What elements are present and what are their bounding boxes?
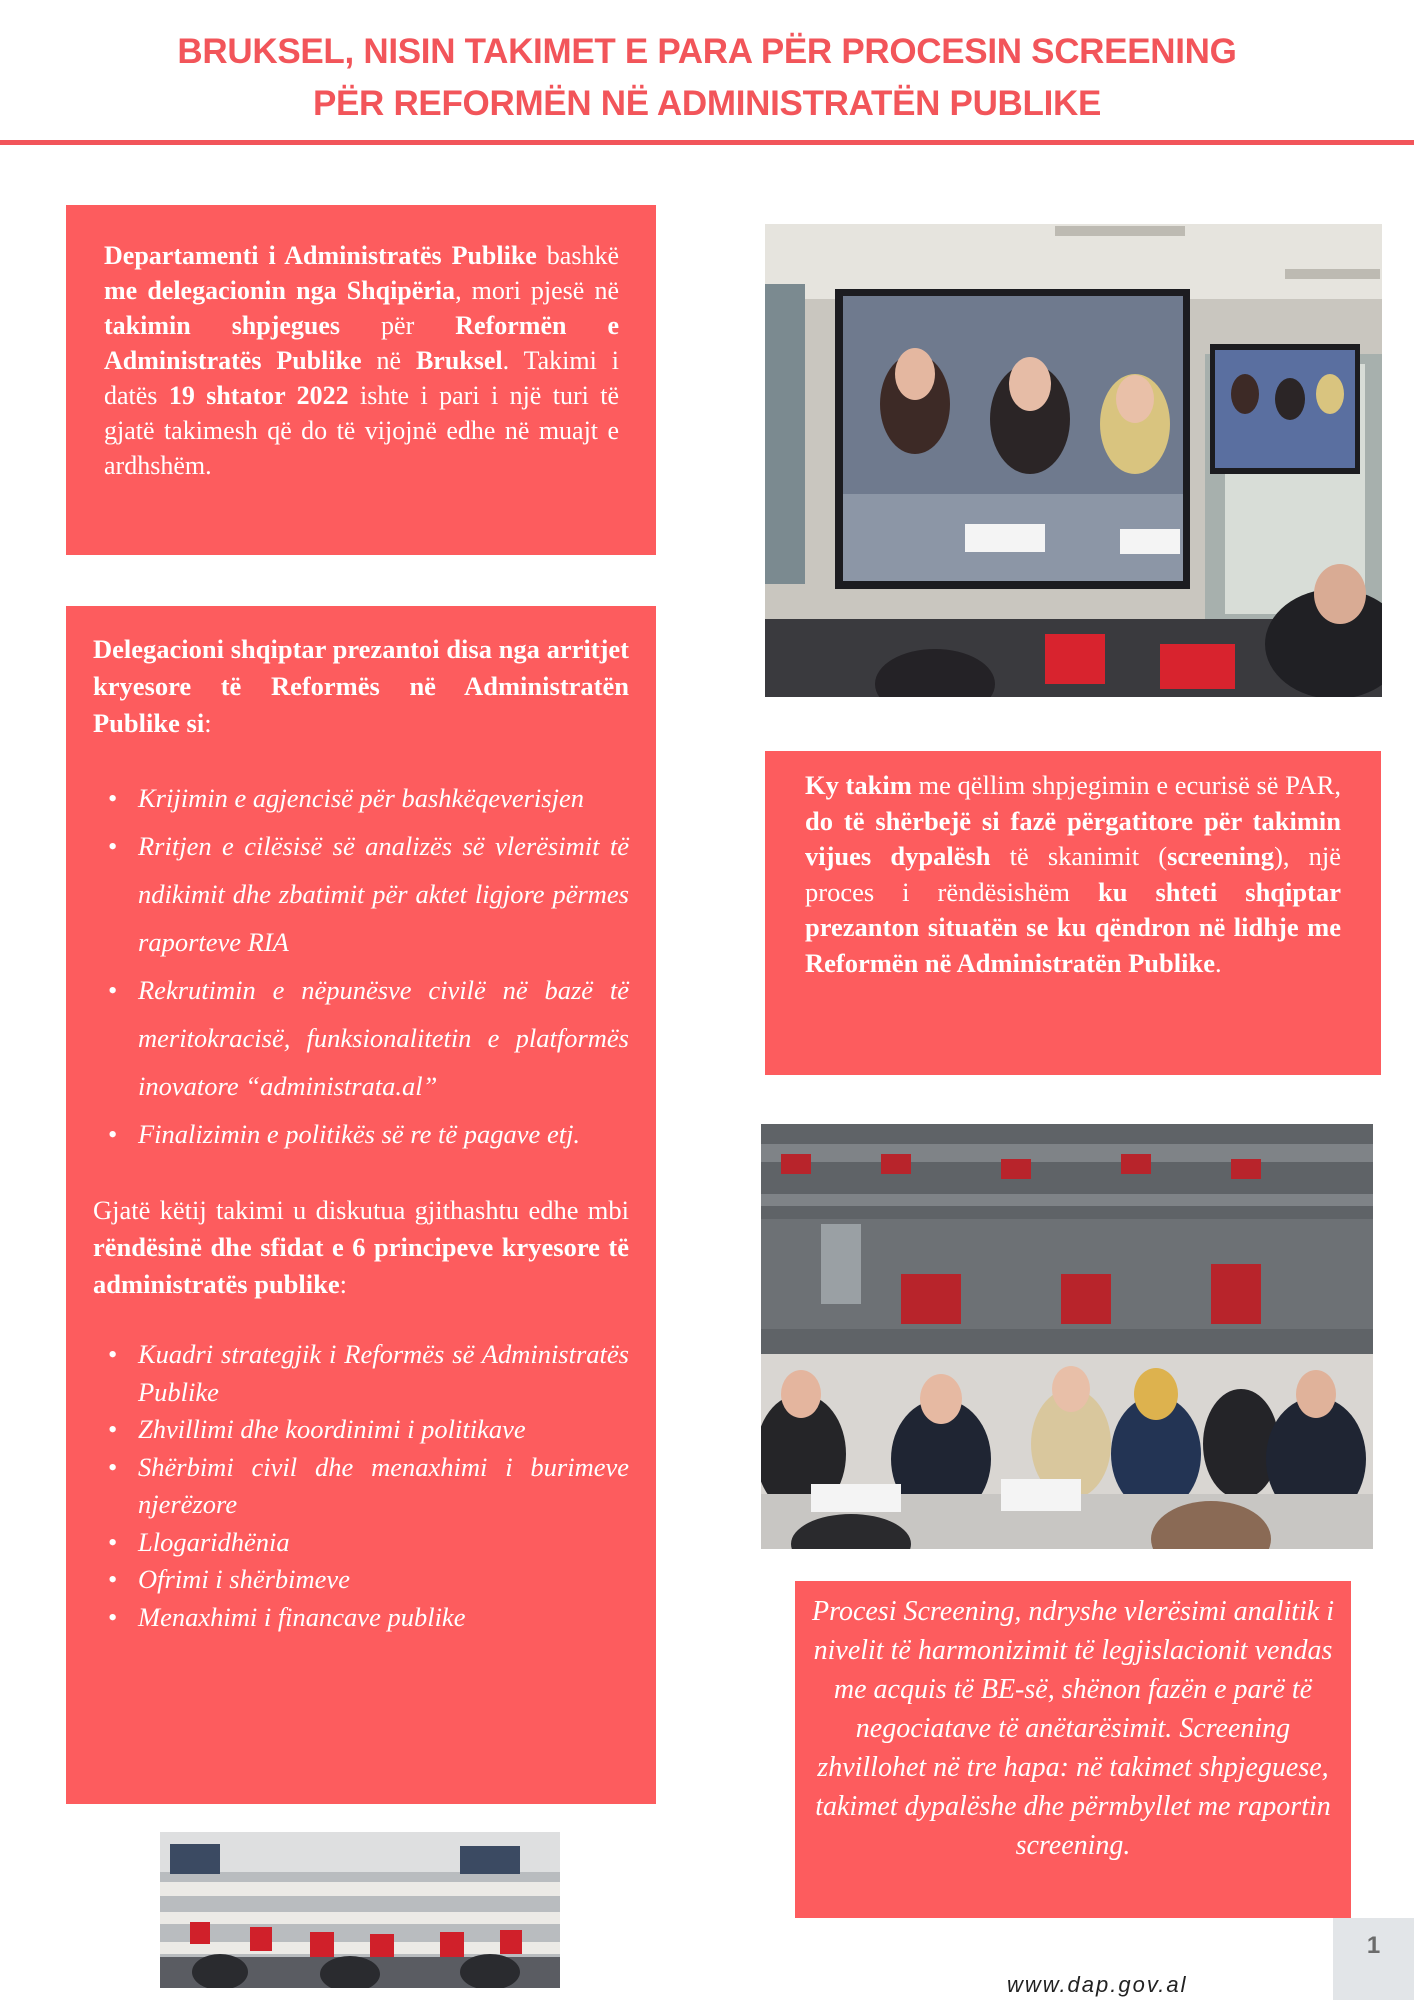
page-title [0, 26, 1414, 130]
conference-hall-photo [160, 1832, 560, 1988]
meeting-text-3: ), një proces i rëndësishëm [805, 841, 1341, 907]
intro-bold-4: Reformën e Administratës Publike [104, 311, 619, 375]
achievement-item: • Rekrutimin e nëpunësve civilë në bazë të meritokracisë, funksionalitetin e platformës inovatore “administrata.al” [93, 966, 629, 1110]
principle-item: • Menaxhimi i financave publike [93, 1599, 629, 1637]
intro-bold-2: me delegacionin nga Shqipëria [104, 276, 456, 305]
principles-intro-text-1: Gjatë këtij takimi u diskutua gjithashtu edhe mbi [93, 1195, 629, 1225]
meeting-text-2: të skanimit ( [990, 841, 1168, 871]
principle-item: • Shërbimi civil dhe menaxhimi i burimeve njerëzore [93, 1449, 629, 1524]
intro-box [66, 205, 656, 555]
achievements-box [66, 606, 656, 1804]
achievements-lead-colon: : [204, 708, 212, 738]
intro-text-4: në [361, 346, 416, 375]
meeting-text-1: me qëllim shpjegimin e ecurisë së PAR, [911, 770, 1341, 800]
meeting-paragraph [805, 768, 1341, 981]
intro-text-5: . Takimi i datës [104, 346, 619, 410]
achievement-item: • Krijimin e agjencisë për bashkëqeverisjen [93, 774, 629, 822]
achievements-list [93, 774, 629, 1158]
screening-note: Procesi Screening, ndryshe vlerësimi analitik i nivelit të harmonizimit të legjislacionit vendas me acquis të BE-së, shënon fazën e parë të negociatave të anëtarësimit. Screening zhvillohet në tre hapa: në takimet shpjeguese, takimet dypalëshe dhe përmbyllet me raportin screening. [811, 1596, 1335, 1861]
principle-item: • Kuadri strategjik i Reformës së Administratës Publike [93, 1336, 629, 1411]
achievements-lead-bold: Delegacioni shqiptar prezantoi disa nga arritjet kryesore të Reformës në Administratën Publike si [93, 634, 629, 738]
principles-list [93, 1336, 629, 1636]
principle-item: • Llogaridhënia [93, 1524, 629, 1562]
intro-text-1: bashkë [536, 241, 619, 270]
meeting-purpose-box [765, 751, 1381, 1075]
achievement-item: • Rritjen e cilësisë së analizës së vlerësimit të ndikimit dhe zbatimit për aktet ligjore përmes raporteve RIA [93, 822, 629, 966]
principles-intro-bold: rëndësinë dhe sfidat e 6 principeve kryesore të administratës publike [93, 1232, 629, 1299]
achievement-item: • Finalizimin e politikës së re të pagave etj. [93, 1110, 629, 1158]
intro-text-6: ishte i pari i një turi të gjatë takimesh që do të vijojnë edhe në muajt e ardhshëm. [104, 381, 620, 480]
meeting-bold-4: ku shteti shqiptar prezanton situatën se ku qëndron në lidhje me Reformën në Administratën Publike [805, 876, 1341, 978]
meeting-bold-2: do të shërbejë si fazë përgatitore për takimin vijues dypalësh [805, 805, 1341, 871]
principles-intro-text-2: : [339, 1269, 348, 1299]
intro-bold-3: takimin shpjegues [104, 311, 341, 340]
intro-bold-5: Bruksel [415, 346, 503, 375]
page-title-line-1: BRUKSEL, NISIN TAKIMET E PARA PËR PROCESIN SCREENING [177, 32, 1237, 71]
meeting-text-4: . [1215, 947, 1222, 978]
intro-text-3: për [340, 311, 456, 340]
intro-bold-1: Departamenti i Administratës Publike [104, 241, 537, 270]
intro-paragraph [104, 238, 619, 483]
meeting-session-photo [761, 1124, 1373, 1549]
intro-text-2: , mori pjesë në [455, 276, 619, 305]
intro-bold-6: 19 shtator 2022 [168, 381, 349, 410]
principles-intro [93, 1192, 629, 1303]
achievements-lead [93, 631, 629, 742]
page-number: 1 [1333, 1918, 1414, 2000]
meeting-bold-3: screening [1167, 841, 1275, 871]
meeting-room-screen-photo [765, 224, 1382, 697]
footer-url: www.dap.gov.al [1007, 1972, 1188, 1997]
principle-item: • Ofrimi i shërbimeve [93, 1561, 629, 1599]
principle-item: • Zhvillimi dhe koordinimi i politikave [93, 1411, 629, 1449]
title-divider [0, 140, 1414, 145]
screening-note-box [795, 1581, 1351, 1918]
meeting-bold-1: Ky takim [805, 770, 912, 800]
page-title-line-2: PËR REFORMËN NË ADMINISTRATËN PUBLIKE [312, 84, 1102, 123]
